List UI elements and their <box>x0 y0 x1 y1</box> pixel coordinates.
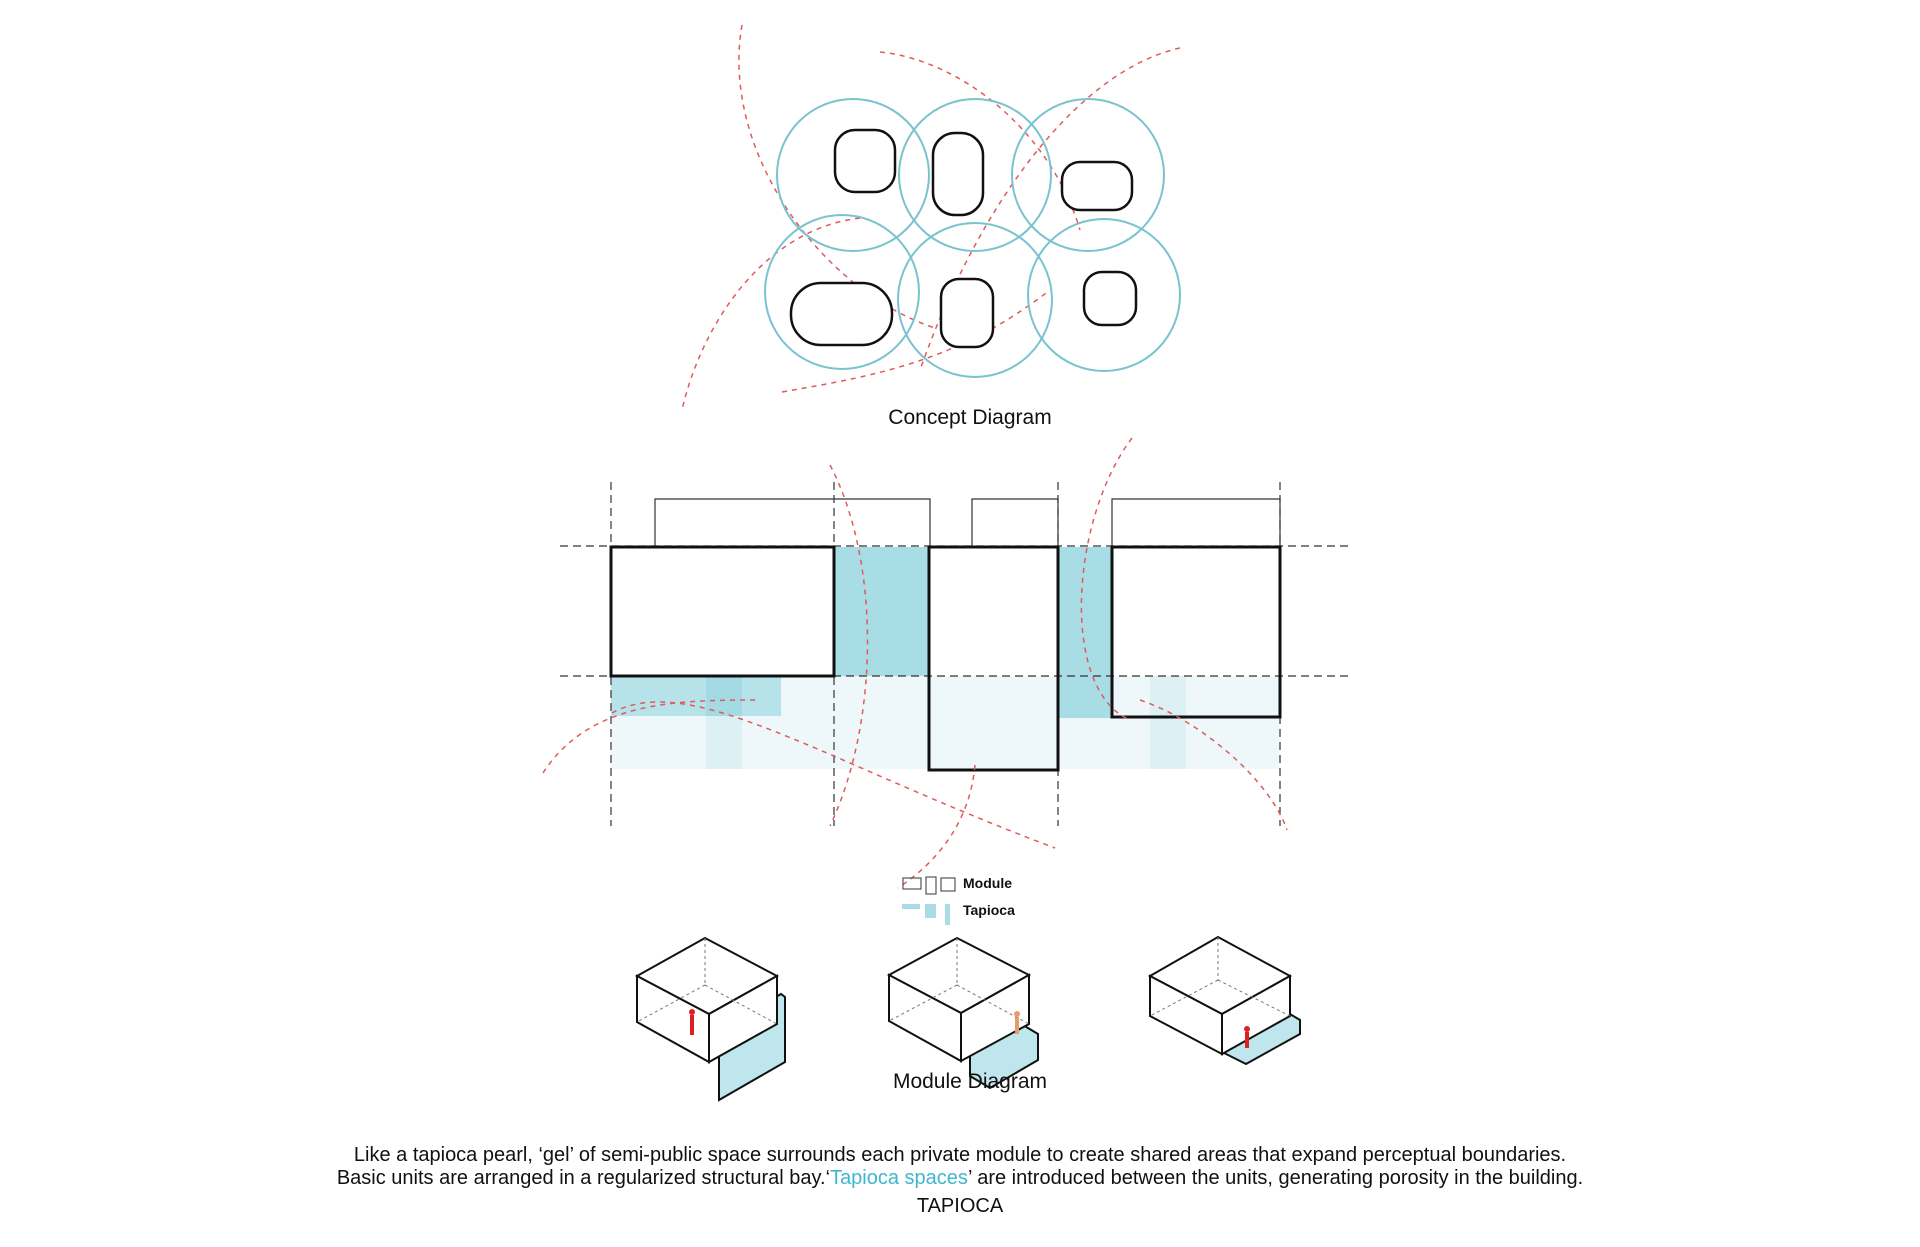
private-module <box>1062 162 1132 210</box>
private-module <box>941 279 993 347</box>
module-diagram-caption: Module Diagram <box>892 1070 1048 1093</box>
person-figure <box>690 1015 694 1035</box>
concept-diagram-caption: Concept Diagram <box>888 406 1052 429</box>
tapioca-space <box>611 676 781 716</box>
upper-outline <box>1112 499 1280 546</box>
person-head <box>1244 1026 1250 1032</box>
private-modules <box>791 130 1136 347</box>
person-head <box>689 1009 695 1015</box>
person-figure <box>1245 1032 1249 1048</box>
module-swatch <box>941 878 955 891</box>
legend-tapioca-swatch <box>902 904 950 925</box>
project-title: TAPIOCA <box>916 1195 1004 1217</box>
description-line-2-end: ’ are introduced between the units, generating porosity in the building. <box>967 1167 1584 1189</box>
upper-outline <box>972 499 1058 546</box>
description-line-2-start: Basic units are arranged in a regularized structural bay.‘ <box>336 1167 831 1189</box>
private-module <box>1084 272 1136 325</box>
private-module <box>835 130 895 192</box>
plan-module <box>611 547 834 676</box>
iso-module-2 <box>889 938 1038 1088</box>
upper-outline <box>655 499 930 546</box>
structural-grid <box>560 482 1352 826</box>
tapioca-space <box>1058 547 1112 718</box>
tapioca-space <box>834 547 929 676</box>
concept-diagram <box>682 25 1180 410</box>
tapioca-spaces-highlight: Tapioca spaces <box>830 1167 968 1189</box>
tapioca-swatch <box>945 904 950 925</box>
private-module <box>933 133 983 215</box>
tapioca-light-accent <box>1150 676 1186 769</box>
legend-module-swatch <box>903 877 955 894</box>
legend-module-label: Module <box>963 875 1012 891</box>
tapioca-swatch <box>902 904 920 909</box>
legend <box>902 877 955 925</box>
iso-module-3 <box>1150 937 1300 1064</box>
module-swatch <box>926 877 936 894</box>
guide-curve <box>898 765 975 888</box>
legend-tapioca-label: Tapioca <box>963 902 1015 918</box>
description-line-2 <box>0 1164 1920 1192</box>
concept-guide-curves <box>682 25 1180 410</box>
tapioca-swatch <box>925 904 936 918</box>
iso-module-1 <box>637 938 785 1100</box>
upper-level-outlines <box>655 499 1280 546</box>
private-module <box>791 283 892 345</box>
person-head <box>1014 1011 1020 1017</box>
description-line-1: Like a tapioca pearl, ‘gel’ of semi-public space surrounds each private module to create shared areas that expand perceptual boundaries. <box>353 1144 1567 1166</box>
person-figure <box>1015 1017 1019 1034</box>
plan-diagram <box>543 438 1352 888</box>
